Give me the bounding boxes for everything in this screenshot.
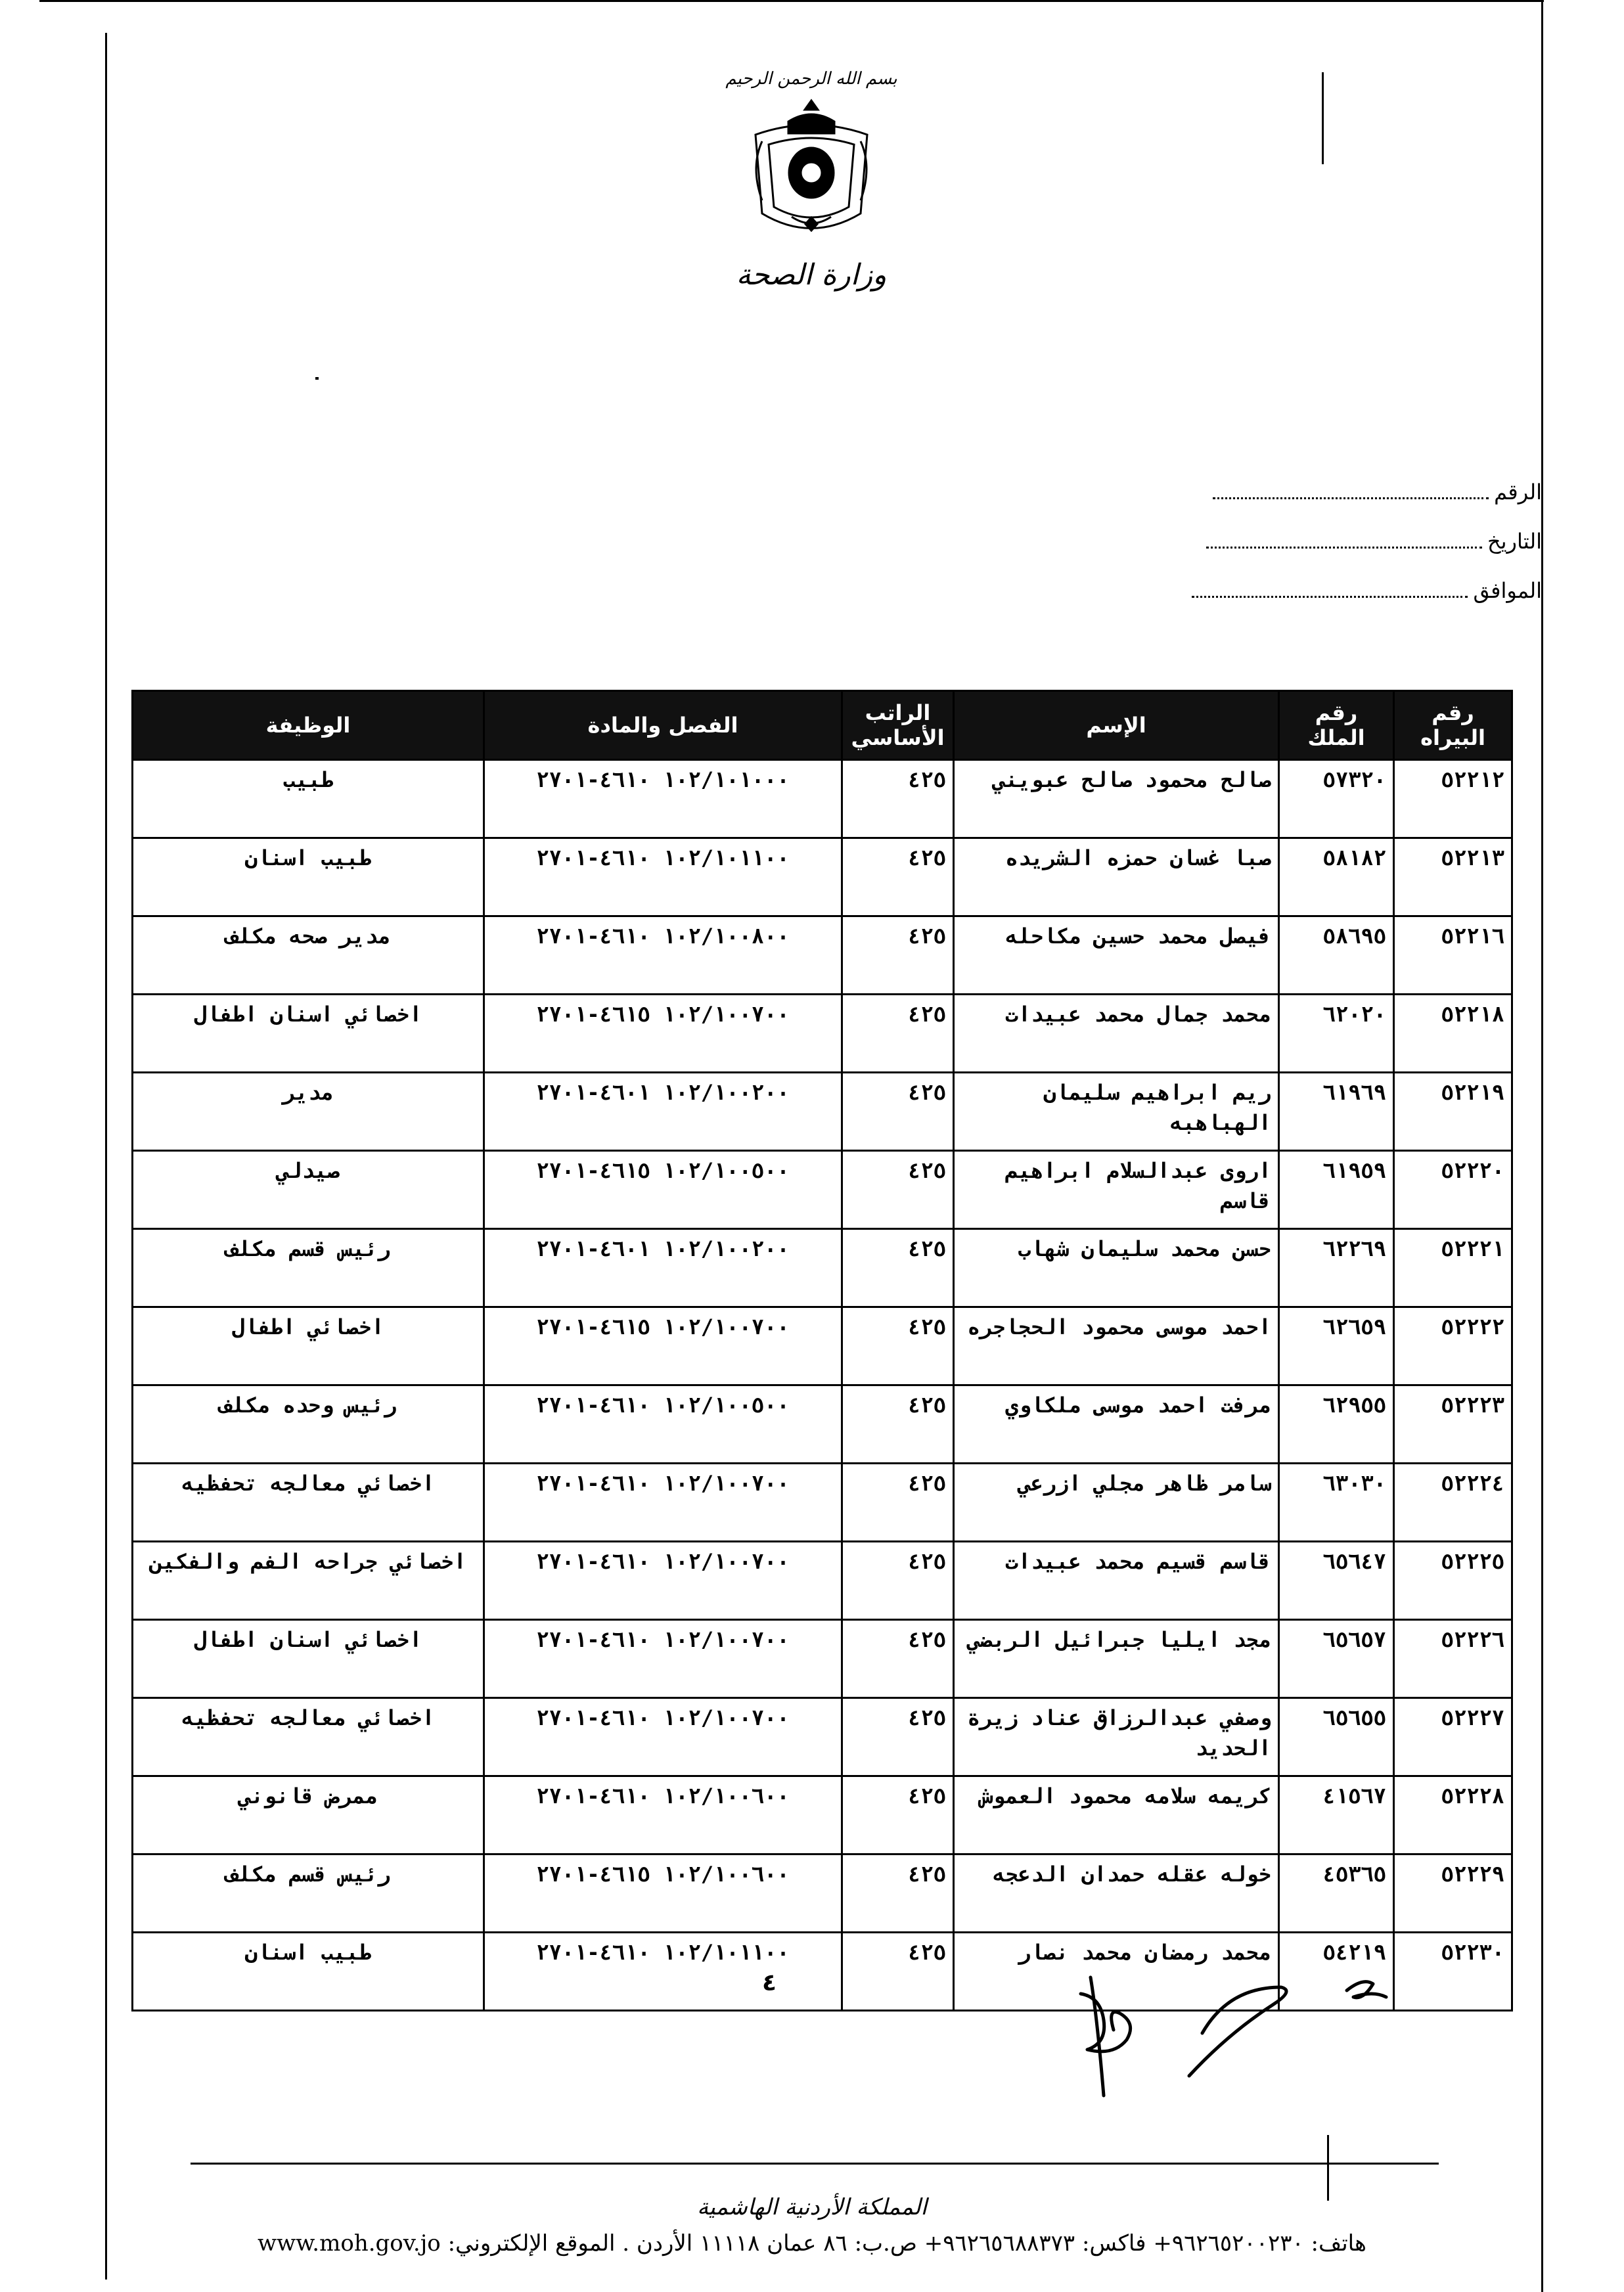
footer-divider (191, 2163, 1439, 2165)
table-row (133, 1854, 1512, 1933)
table-row (133, 838, 1512, 916)
cell-account: ١٠٢/١٠٠٥٠٠ ٤٦١٥-٢٧٠١ (484, 1151, 842, 1229)
cell-name: حسن محمد سليمان شهاب (954, 1229, 1279, 1307)
cell-account: ١٠٢/١٠٠٦٠٠ ٤٦١٠-٢٧٠١ (484, 1776, 842, 1854)
cell-job-title: اخصائي معالجه تحفظيه (133, 1698, 484, 1776)
letterhead (657, 69, 966, 292)
header-basic-salary: الراتب الأساسي (842, 691, 954, 760)
cell-name: محمد جمال محمد عبيدات (954, 995, 1279, 1073)
top-edge-line (39, 0, 1544, 2)
cell-salary: ٤٢٥ (842, 1464, 954, 1542)
cell-job-title: رئيس قسم مكلف (133, 1854, 484, 1933)
cell-account: ١٠٢/١٠٠٢٠٠ ٤٦٠١-٢٧٠١ (484, 1229, 842, 1307)
cell-employee-number: ٦٣٠٣٠ (1279, 1464, 1394, 1542)
cell-job-title: رئيس قسم مكلف (133, 1229, 484, 1307)
header-name: الإسم (954, 691, 1279, 760)
table-row (133, 1151, 1512, 1229)
cell-employee-number: ٦٢٦٥٩ (1279, 1307, 1394, 1385)
reference-corresponding-blank (1192, 589, 1468, 598)
cell-account: ١٠٢/١٠٠٧٠٠ ٤٦١٠-٢٧٠١ (484, 1620, 842, 1698)
cell-name: صبا غسان حمزه الشريده (954, 838, 1279, 916)
cell-salary: ٤٢٥ (842, 760, 954, 838)
cell-job-title: رئيس وحده مكلف (133, 1385, 484, 1464)
cell-account: ١٠٢/١٠٠٧٠٠ ٤٦١٥-٢٧٠١ (484, 1307, 842, 1385)
right-margin-line (1541, 0, 1543, 2292)
cell-job-title: طبيب اسنان (133, 838, 484, 916)
cell-salary: ٤٢٥ (842, 1698, 954, 1776)
cell-employee-number: ٦٥٦٤٧ (1279, 1542, 1394, 1620)
cell-employee-number: ٥٤٢١٩ (1279, 1933, 1394, 2011)
table-row (133, 1620, 1512, 1698)
cell-employee-number: ٦١٩٦٩ (1279, 1073, 1394, 1151)
cell-job-title: صيدلي (133, 1151, 484, 1229)
stray-dot (315, 377, 319, 380)
cell-salary: ٤٢٥ (842, 1229, 954, 1307)
jordan-coat-of-arms-emblem (742, 95, 880, 246)
cell-account: ١٠٢/١٠٠٥٠٠ ٤٦١٠-٢٧٠١ (484, 1385, 842, 1464)
cell-record-number: ٥٢٢١٢ (1394, 760, 1512, 838)
cell-record-number: ٥٢٢٣٠ (1394, 1933, 1512, 2011)
table-row (133, 1385, 1512, 1464)
cell-job-title: اخصائي معالجه تحفظيه (133, 1464, 484, 1542)
footer-contact-info: هاتف: ٩٦٢٦٥٢٠٠٢٣٠+ فاكس: ٩٦٢٦٥٦٨٨٣٧٣+ ص.ب: ٨٦ عمان ١١١١٨ الأردن . الموقع الإلكتروني: www.moh.gov.jo (258, 2230, 1366, 2257)
cell-name: وصفي عبدالرزاق عناد زيرة الحديد (954, 1698, 1279, 1776)
cell-account: ١٠٢/١٠٠٧٠٠ ٤٦١٠-٢٧٠١ (484, 1464, 842, 1542)
cell-job-title: مدير (133, 1073, 484, 1151)
cell-record-number: ٥٢٢٢٤ (1394, 1464, 1512, 1542)
table-row (133, 1542, 1512, 1620)
cell-salary: ٤٢٥ (842, 1776, 954, 1854)
left-margin-line (105, 33, 107, 2280)
cell-employee-number: ٦٥٦٥٧ (1279, 1620, 1394, 1698)
cell-employee-number: ٦٢٢٦٩ (1279, 1229, 1394, 1307)
cell-record-number: ٥٢٢٢٢ (1394, 1307, 1512, 1385)
ministry-title: وزارة الصحة (736, 258, 887, 292)
header-chapter-article: الفصل والمادة (484, 691, 842, 760)
cell-account: ١٠٢/١٠١١٠٠ ٤٦١٠-٢٧٠١ (484, 1933, 842, 2011)
cell-name: مرفت احمد موسى ملكاوي (954, 1385, 1279, 1464)
cell-job-title: اخصائي جراحه الفم والفكين (133, 1542, 484, 1620)
staff-table (131, 690, 1513, 2011)
cell-salary: ٤٢٥ (842, 1307, 954, 1385)
cell-record-number: ٥٢٢١٦ (1394, 916, 1512, 995)
cell-salary: ٤٢٥ (842, 1933, 954, 2011)
cell-salary: ٤٢٥ (842, 916, 954, 995)
cell-account: ١٠٢/١٠١١٠٠ ٤٦١٠-٢٧٠١ (484, 838, 842, 916)
cell-salary: ٤٢٥ (842, 1151, 954, 1229)
table-row (133, 1698, 1512, 1776)
cell-job-title: طبيب اسنان (133, 1933, 484, 2011)
cell-job-title: طبيب (133, 760, 484, 838)
reference-date-blank (1206, 540, 1482, 549)
cell-account: ١٠٢/١٠٠٧٠٠ ٤٦١٠-٢٧٠١ (484, 1698, 842, 1776)
cell-employee-number: ٥٧٣٢٠ (1279, 760, 1394, 838)
table-row (133, 995, 1512, 1073)
cell-record-number: ٥٢٢٢٨ (1394, 1776, 1512, 1854)
cell-name: فيصل محمد حسين مكاحله (954, 916, 1279, 995)
table-row (133, 760, 1512, 838)
cell-account: ١٠٢/١٠١٠٠٠ ٤٦١٠-٢٧٠١ (484, 760, 842, 838)
cell-record-number: ٥٢٢٢١ (1394, 1229, 1512, 1307)
cell-employee-number: ٥٨١٨٢ (1279, 838, 1394, 916)
cell-salary: ٤٢٥ (842, 995, 954, 1073)
cell-job-title: اخصائي اطفال (133, 1307, 484, 1385)
footer-tick-line (1327, 2135, 1329, 2201)
table-row (133, 1073, 1512, 1151)
cell-salary: ٤٢٥ (842, 1542, 954, 1620)
cell-name: ريم ابراهيم سليمان الهباهبه (954, 1073, 1279, 1151)
table-row (133, 916, 1512, 995)
reference-number-blank (1213, 491, 1489, 499)
table-row (133, 1464, 1512, 1542)
cell-name: صالح محمود صالح عبويني (954, 760, 1279, 838)
cell-name: سامر ظاهر مجلي ازرعي (954, 1464, 1279, 1542)
table-row (133, 1776, 1512, 1854)
cell-name: احمد موسى محمود الحجاجره (954, 1307, 1279, 1385)
reference-corresponding-field (1192, 578, 1542, 603)
footer-country-name: المملكة الأردنية الهاشمية (697, 2194, 927, 2220)
cell-record-number: ٥٢٢١٨ (1394, 995, 1512, 1073)
page-number: ٤ (762, 1969, 777, 1996)
cell-record-number: ٥٢٢٢٣ (1394, 1385, 1512, 1464)
cell-account: ١٠٢/١٠٠٧٠٠ ٤٦١٠-٢٧٠١ (484, 1542, 842, 1620)
header-tick-line (1322, 72, 1324, 164)
reference-date-field (1206, 529, 1542, 554)
cell-salary: ٤٢٥ (842, 838, 954, 916)
cell-name: كريمه سلامه محمود العموش (954, 1776, 1279, 1854)
cell-employee-number: ٦٢٠٢٠ (1279, 995, 1394, 1073)
cell-salary: ٤٢٥ (842, 1073, 954, 1151)
cell-record-number: ٥٢٢٢٠ (1394, 1151, 1512, 1229)
cell-salary: ٤٢٥ (842, 1854, 954, 1933)
cell-job-title: اخصائي اسنان اطفال (133, 1620, 484, 1698)
reference-corresponding-label: الموافق (1473, 578, 1542, 603)
cell-salary: ٤٢٥ (842, 1385, 954, 1464)
cell-account: ١٠٢/١٠٠٦٠٠ ٤٦١٥-٢٧٠١ (484, 1854, 842, 1933)
cell-employee-number: ٥٨٦٩٥ (1279, 916, 1394, 995)
cell-record-number: ٥٢٢١٣ (1394, 838, 1512, 916)
cell-employee-number: ٦١٩٥٩ (1279, 1151, 1394, 1229)
cell-name: خوله عقله حمدان الدعجه (954, 1854, 1279, 1933)
cell-record-number: ٥٢٢٢٩ (1394, 1854, 1512, 1933)
cell-salary: ٤٢٥ (842, 1620, 954, 1698)
cell-record-number: ٥٢٢٢٦ (1394, 1620, 1512, 1698)
cell-record-number: ٥٢٢١٩ (1394, 1073, 1512, 1151)
header-employee-number: رقم الملك (1279, 691, 1394, 760)
table-row (133, 1229, 1512, 1307)
header-record-number: رقم البيراه (1394, 691, 1512, 760)
cell-employee-number: ٦٥٦٥٥ (1279, 1698, 1394, 1776)
cell-employee-number: ٤٥٣٦٥ (1279, 1854, 1394, 1933)
cell-job-title: ممرض قانوني (133, 1776, 484, 1854)
basmala: بسم الله الرحمن الرحيم (725, 69, 897, 89)
cell-record-number: ٥٢٢٢٧ (1394, 1698, 1512, 1776)
cell-employee-number: ٤١٥٦٧ (1279, 1776, 1394, 1854)
reference-date-label: التاريخ (1487, 529, 1542, 554)
cell-job-title: اخصائي اسنان اطفال (133, 995, 484, 1073)
cell-job-title: مدير صحه مكلف (133, 916, 484, 995)
header-job-title: الوظيفة (133, 691, 484, 760)
reference-number-label: الرقم (1494, 480, 1542, 505)
cell-employee-number: ٦٢٩٥٥ (1279, 1385, 1394, 1464)
cell-name: اروى عبدالسلام ابراهيم قاسم (954, 1151, 1279, 1229)
cell-account: ١٠٢/١٠٠٧٠٠ ٤٦١٥-٢٧٠١ (484, 995, 842, 1073)
table-row (133, 1307, 1512, 1385)
cell-name: محمد رمضان محمد نصار (954, 1933, 1279, 2011)
cell-account: ١٠٢/١٠٠٢٠٠ ٤٦٠١-٢٧٠١ (484, 1073, 842, 1151)
handwritten-signatures (1071, 1954, 1426, 2105)
cell-record-number: ٥٢٢٢٥ (1394, 1542, 1512, 1620)
reference-number-field (1213, 480, 1542, 505)
cell-account: ١٠٢/١٠٠٨٠٠ ٤٦١٠-٢٧٠١ (484, 916, 842, 995)
table-header-row (133, 691, 1512, 760)
cell-name: مجد ايليا جبرائيل الربضي (954, 1620, 1279, 1698)
cell-name: قاسم قسيم محمد عبيدات (954, 1542, 1279, 1620)
